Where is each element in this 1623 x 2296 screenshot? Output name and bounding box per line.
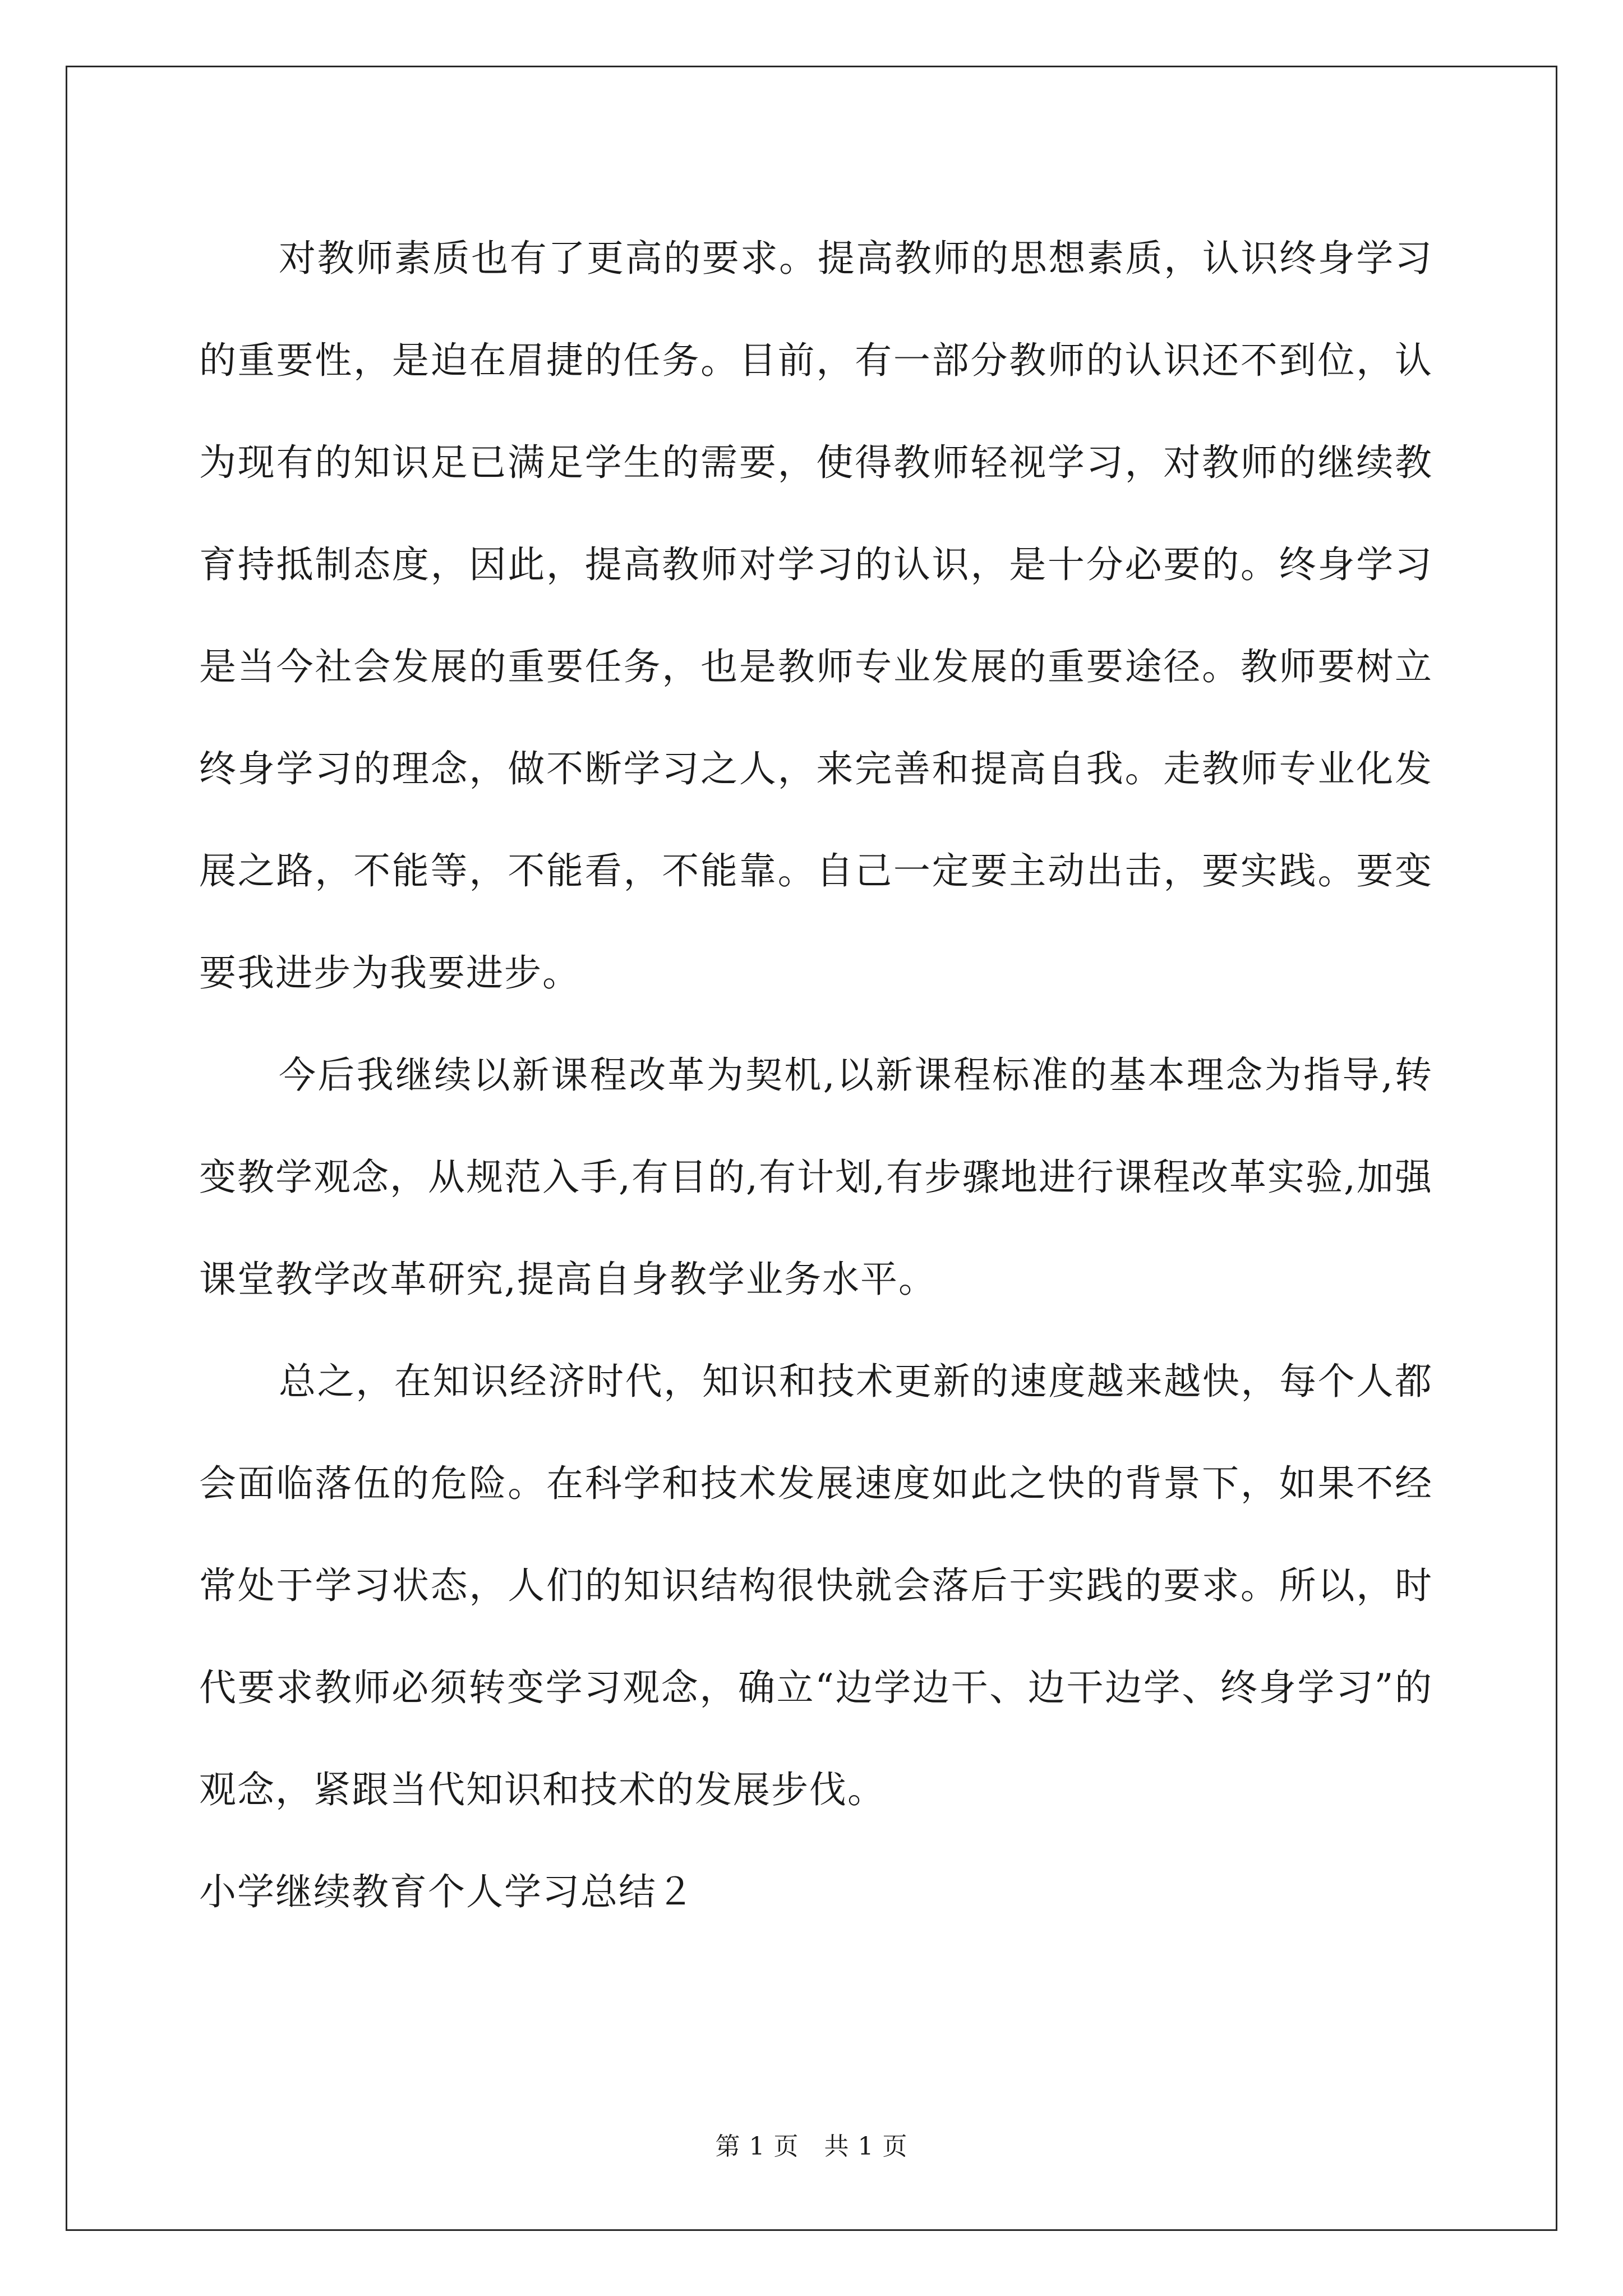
page-number-footer: 第 1 页 共 1 页 (715, 2132, 908, 2161)
document-body (199, 208, 1433, 1943)
paragraph-1: 对教师素质也有了更高的要求。提高教师的思想素质，认识终身学习的重要性，是迫在眉捷的任务。目前，有一部分教师的认识还不到位，认为现有的知识足已满足学生的需要，使得教师轻视学习，对教师的继续教育持抵制态度，因此，提高教师对学习的认识，是十分必要的。终身学习是当今社会发展的重要任务，也是教师专业发展的重要途径。教师要树立终身学习的理念，做不断学习之人，来完善和提高自我。走教师专业化发展之路，不能等，不能看，不能靠。自己一定要主动出击，要实践。要变要我进步为我要进步。 (199, 237, 1433, 995)
paragraph-3: 总之，在知识经济时代，知识和技术更新的速度越来越快，每个人都会面临落伍的危险。在科学和技术发展速度如此之快的背景下，如果不经常处于学习状态，人们的知识结构很快就会落后于实践的要求。所以，时代要求教师必须转变学习观念，确立“边学边干、边干边学、终身学习”的观念，紧跟当代知识和技术的发展步伐。 (199, 1360, 1433, 1811)
section-subheading: 小学继续教育个人学习总结２ (199, 1870, 695, 1913)
paragraph-2: 今后我继续以新课程改革为契机,以新课程标准的基本理念为指导,转变教学观念，从规范入手,有目的,有计划,有步骤地进行课程改革实验,加强课堂教学改革研究,提高自身教学业务水平。 (199, 1053, 1433, 1301)
